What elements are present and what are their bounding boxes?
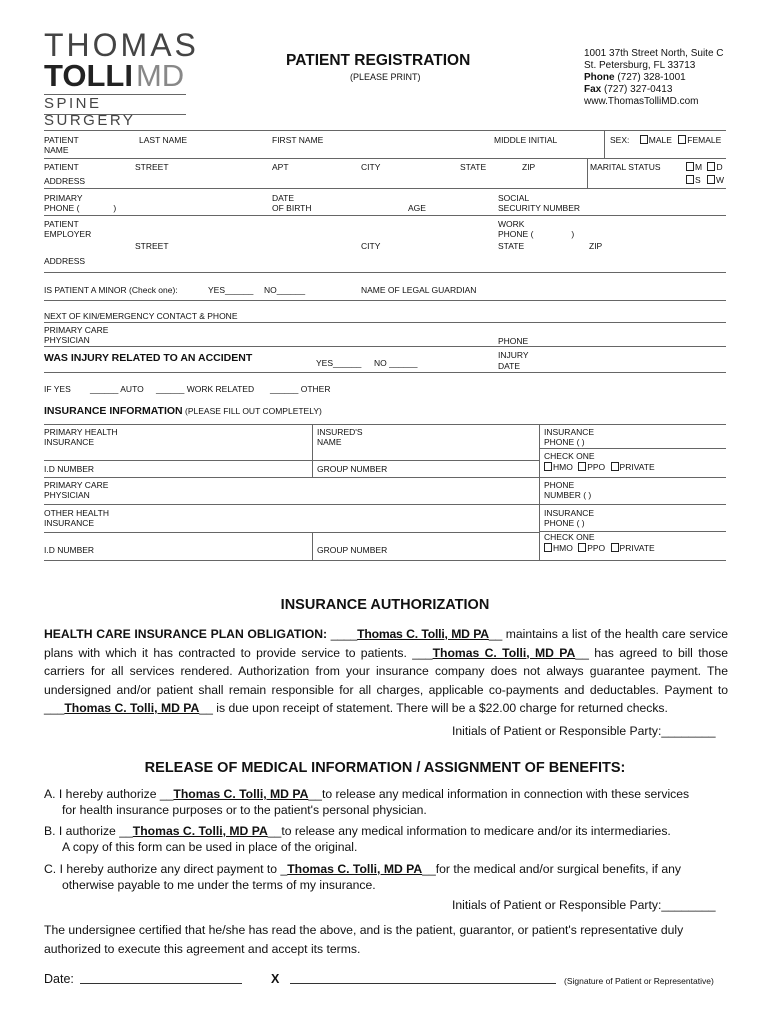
label-minor-no[interactable]: NO______: [264, 285, 306, 295]
checkbox-hmo[interactable]: HMO: [544, 462, 573, 472]
label-primary-insurance: PRIMARY HEALTH INSURANCE: [44, 427, 118, 447]
certification-text: The undersignee certified that he/she has read the above, and is the patient, guarantor, or patient's representative duly authorized to execute this agreement and accept its terms.: [44, 923, 684, 956]
label-apt: APT: [272, 162, 289, 172]
label-work-phone: WORK PHONE ( ): [498, 219, 575, 239]
checkbox-private-2[interactable]: PRIVATE: [611, 543, 655, 553]
label-other[interactable]: ______ OTHER: [270, 384, 331, 394]
checkbox-d[interactable]: D: [707, 162, 722, 172]
checkbox-private[interactable]: PRIVATE: [611, 462, 655, 472]
address-city: St. Petersburg, FL 33713: [584, 60, 696, 71]
label-city: CITY: [361, 162, 381, 172]
label-pcp: PRIMARY CARE PHYSICIAN: [44, 325, 109, 345]
label-employer: PATIENT EMPLOYER: [44, 219, 92, 239]
label-ssn: SOCIAL SECURITY NUMBER: [498, 193, 581, 213]
release-item-b: B. I authorize __Thomas C. Tolli, MD PA__to release any medical information to medicare and/or its intermediaries. A copy of this form can be used in place of the original.: [44, 824, 671, 854]
label-insured-name: INSURED'S NAME: [317, 427, 363, 447]
date-line[interactable]: [80, 983, 242, 984]
checkbox-hmo-2[interactable]: HMO: [544, 543, 573, 553]
page-title: PATIENT REGISTRATION: [286, 52, 471, 69]
page-subtitle: (PLEASE PRINT): [350, 72, 421, 82]
authorization-initials[interactable]: Initials of Patient or Responsible Party:________: [452, 724, 716, 738]
sex-field: [610, 135, 721, 145]
label-emp-address: ADDRESS: [44, 256, 86, 266]
label-date: Date:: [44, 972, 74, 986]
label-acc-yes[interactable]: YES______: [316, 358, 362, 368]
plan-type-checkboxes-2: [544, 543, 655, 553]
logo-md: MD: [135, 58, 185, 93]
label-last-name: LAST NAME: [139, 135, 188, 145]
label-emp-zip: ZIP: [589, 241, 603, 251]
checkbox-m[interactable]: M: [686, 162, 702, 172]
label-x: X: [271, 972, 280, 986]
address-web: www.ThomasTolliMD.com: [584, 96, 699, 107]
label-sex: SEX:: [610, 135, 630, 145]
address-street: 1001 37th Street North, Suite C: [584, 48, 724, 59]
label-dob: DATE OF BIRTH: [272, 193, 312, 213]
label-state: STATE: [460, 162, 487, 172]
label-patient-name: PATIENT NAME: [44, 135, 79, 155]
checkbox-ppo[interactable]: PPO: [578, 462, 605, 472]
clinic-address: [584, 48, 724, 108]
label-zip: ZIP: [522, 162, 536, 172]
label-ins-pcp-phone: PHONE NUMBER ( ): [544, 480, 592, 500]
logo-spine-surgery: SPINE SURGERY: [44, 95, 136, 129]
label-other-ins-phone: INSURANCE PHONE ( ): [544, 508, 595, 528]
label-acc-no[interactable]: NO ______: [374, 358, 418, 368]
marital-checkboxes: [686, 161, 724, 187]
label-patient-address: PATIENT ADDRESS: [44, 162, 86, 186]
label-group-number-2: GROUP NUMBER: [317, 545, 388, 555]
checkbox-male[interactable]: MALE: [640, 135, 672, 145]
label-check-one: CHECK ONE: [544, 451, 595, 461]
logo-tolli: TOLLI: [44, 58, 133, 93]
label-other-insurance: OTHER HEALTH INSURANCE: [44, 508, 110, 528]
label-minor-yes[interactable]: YES______: [208, 285, 254, 295]
label-pcp-phone: PHONE: [498, 336, 529, 346]
label-injury-date: INJURY DATE: [498, 350, 529, 371]
release-item-a: A. I hereby authorize __Thomas C. Tolli, MD PA__to release any medical information in connection with these services for health insurance purposes or to the patient's personal physician.: [44, 787, 690, 817]
release-title: RELEASE OF MEDICAL INFORMATION / ASSIGNMENT OF BENEFITS:: [144, 760, 626, 776]
logo: [44, 27, 199, 129]
release-initials[interactable]: Initials of Patient or Responsible Party:________: [452, 898, 716, 912]
label-first-name: FIRST NAME: [272, 135, 324, 145]
address-fax: Fax (727) 327-0413: [584, 84, 673, 95]
plan-type-checkboxes: [544, 462, 655, 472]
logo-tolli-md: [44, 59, 184, 99]
checkbox-ppo-2[interactable]: PPO: [578, 543, 605, 553]
insurance-heading: INSURANCE INFORMATION (PLEASE FILL OUT COMPLETELY): [44, 405, 322, 417]
authorization-paragraph: HEALTH CARE INSURANCE PLAN OBLIGATION: ____Thomas C. Tolli, MD PA__ maintains a list of the health care service plans with which it has contracted to provide service to patients. ___Thomas C. Tolli, MD PA__ has agreed to bill those carriers for all services rendered. Authorization from your insurance company does not always guarantee payment. The undersigned and/or patient shall remain responsible for all charges, applicable co-payments and deductables. Payment to ___Thomas C. Tolli, MD PA__ is due upon receipt of statement. There will be a $22.00 charge for returned checks.: [44, 627, 729, 715]
signature-line[interactable]: [290, 983, 556, 984]
authorization-title: INSURANCE AUTHORIZATION: [280, 597, 490, 613]
label-check-one-2: CHECK ONE: [544, 532, 595, 542]
label-primary-phone: PRIMARY PHONE ( ): [44, 193, 117, 213]
label-id-number: I.D NUMBER: [44, 464, 95, 474]
label-guardian: NAME OF LEGAL GUARDIAN: [361, 285, 477, 295]
label-work-related[interactable]: ______ WORK RELATED: [156, 384, 255, 394]
label-emp-city: CITY: [361, 241, 381, 251]
signature-note: (Signature of Patient or Representative): [564, 976, 714, 986]
release-item-c: C. I hereby authorize any direct payment to _Thomas C. Tolli, MD PA__for the medical and/or surgical benefits, if any otherwise payable to me under the terms of my insurance.: [44, 862, 681, 892]
label-street: STREET: [135, 162, 169, 172]
label-if-yes: IF YES: [44, 384, 71, 394]
label-middle-initial: MIDDLE INITIAL: [494, 135, 558, 145]
checkbox-s[interactable]: S: [686, 175, 701, 185]
label-next-of-kin: NEXT OF KIN/EMERGENCY CONTACT & PHONE: [44, 311, 238, 321]
label-id-number-2: I.D NUMBER: [44, 545, 95, 555]
logo-thomas: THOMAS: [44, 27, 199, 63]
label-minor: IS PATIENT A MINOR (Check one):: [44, 285, 178, 295]
label-emp-street: STREET: [135, 241, 169, 251]
address-phone: Phone (727) 328-1001: [584, 72, 686, 83]
label-emp-state: STATE: [498, 241, 525, 251]
label-age: AGE: [408, 203, 426, 213]
label-auto[interactable]: ______ AUTO: [90, 384, 144, 394]
label-marital-status: MARITAL STATUS: [590, 162, 661, 172]
label-insurance-phone: INSURANCE PHONE ( ): [544, 427, 595, 447]
checkbox-female[interactable]: FEMALE: [678, 135, 721, 145]
checkbox-w[interactable]: W: [707, 175, 724, 185]
label-accident: WAS INJURY RELATED TO AN ACCIDENT: [44, 352, 253, 364]
label-group-number: GROUP NUMBER: [317, 464, 388, 474]
label-ins-pcp: PRIMARY CARE PHYSICIAN: [44, 480, 109, 500]
